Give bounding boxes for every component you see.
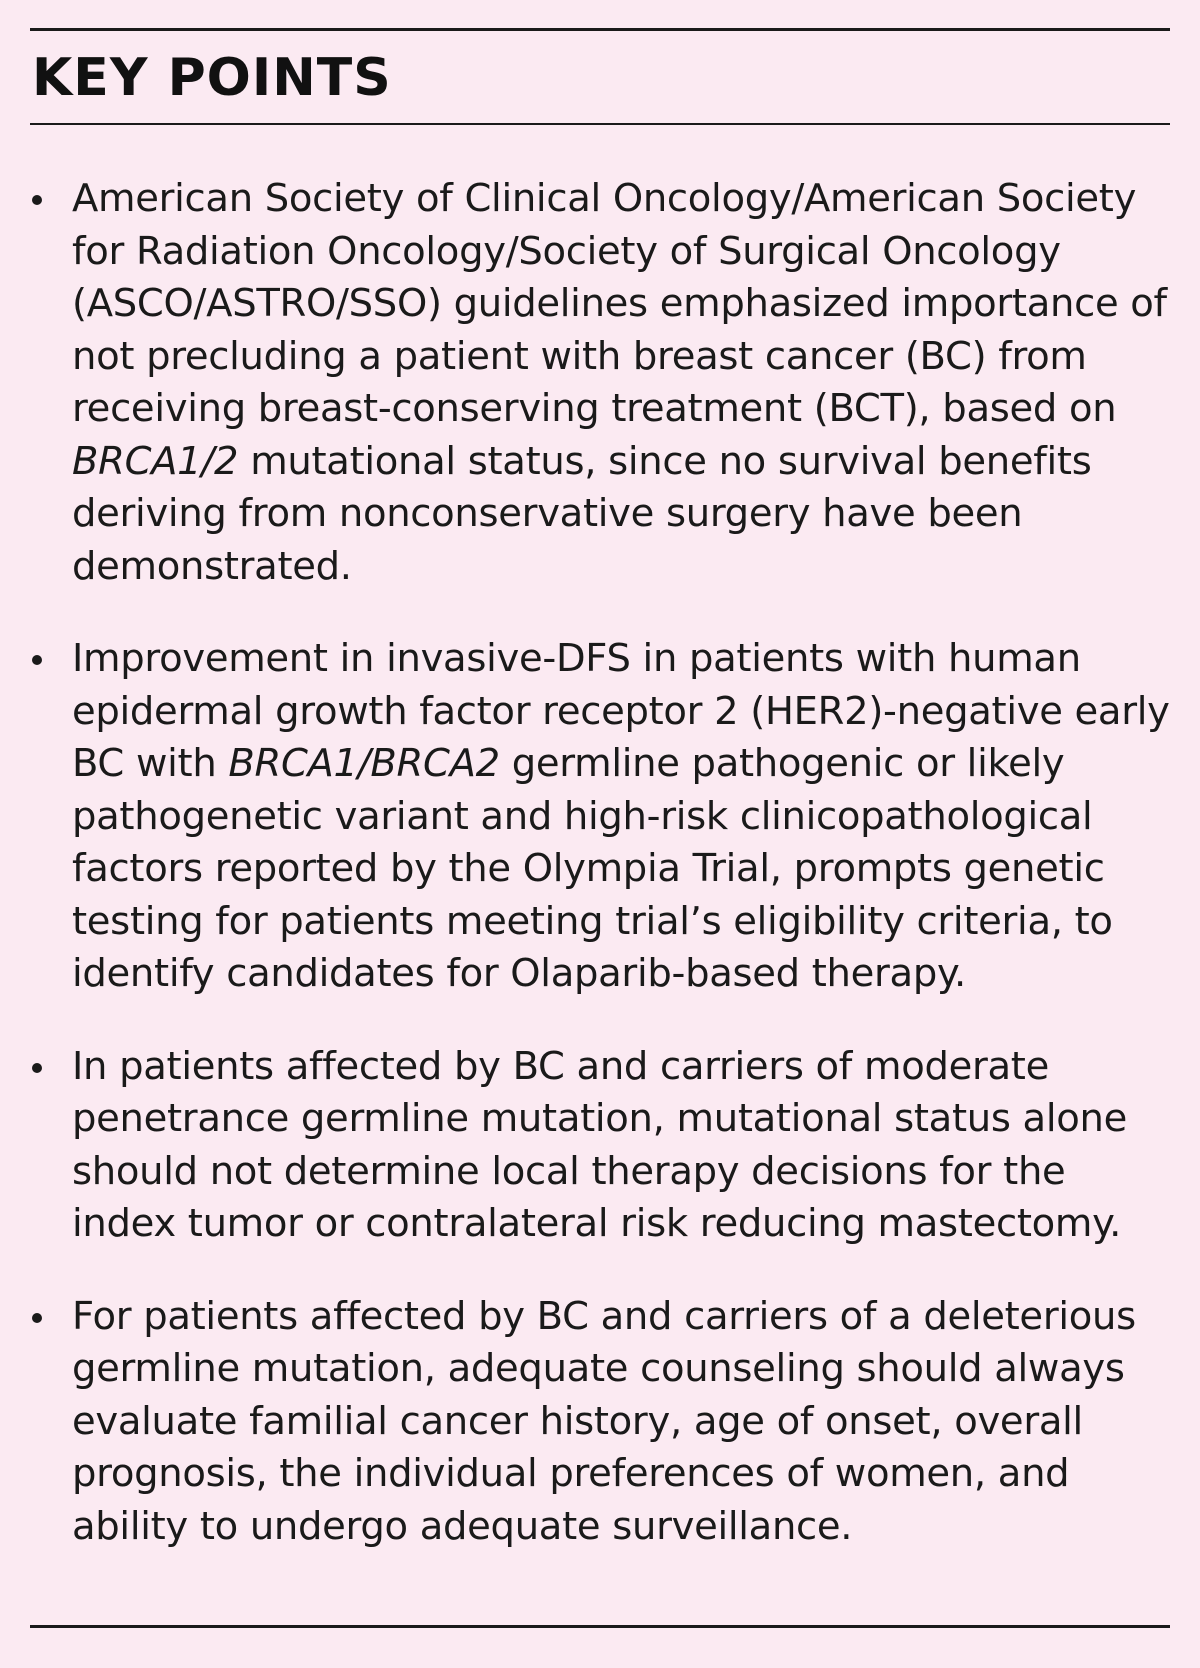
gene-name: BRCA1/BRCA2 <box>228 741 500 786</box>
bullet-icon <box>32 655 42 665</box>
bottom-rule <box>30 1625 1170 1628</box>
bullet-icon <box>32 195 42 205</box>
key-points-list <box>30 173 1170 1593</box>
key-point-text: Improvement in invasive-DFS in patients with human epidermal growth factor receptor 2 (HER2)-negative early BC with BRCA1/BRCA2 germline pathogenic or likely pathogenetic variant and high-risk clinicopathological factors reported by the Olympia Trial, prompts genetic testing for patients meeting trial’s eligibility criteria, to identify candidates for Olaparib-based therapy. <box>72 636 1170 996</box>
key-point <box>30 633 1170 1001</box>
title-rule <box>30 123 1170 125</box>
key-point <box>30 173 1170 593</box>
gene-name: BRCA1/2 <box>72 438 239 484</box>
key-point <box>30 1291 1170 1554</box>
key-point-text: In patients affected by BC and carriers of moderate penetrance germline mutation, mutational status alone should not determine local therapy decisions for the index tumor or contralateral risk reducing mastectomy. <box>72 1043 1127 1246</box>
key-point <box>30 1041 1170 1251</box>
key-point-text: American Society of Clinical Oncology/American Society for Radiation Oncology/Society of Surgical Oncology (ASCO/ASTRO/SSO) guidelines emphasized importance of not precluding a patient with breast cancer (BC) from receiving breast-conserving treatment (BCT), based on BRCA1/2 mutational status, since no survival benefits deriving from nonconservative surgery have been demonstrated. <box>72 176 1167 589</box>
key-points-box <box>30 28 1170 1640</box>
bullet-icon <box>32 1063 42 1073</box>
top-rule <box>30 28 1170 31</box>
key-point-text: For patients affected by BC and carriers of a deleterious germline mutation, adequate counseling should always evaluate familial cancer history, age of onset, overall prognosis, the individual preferences of women, and ability to undergo adequate surveillance. <box>72 1293 1136 1549</box>
box-title: KEY POINTS <box>32 48 392 108</box>
bullet-icon <box>32 1313 42 1323</box>
